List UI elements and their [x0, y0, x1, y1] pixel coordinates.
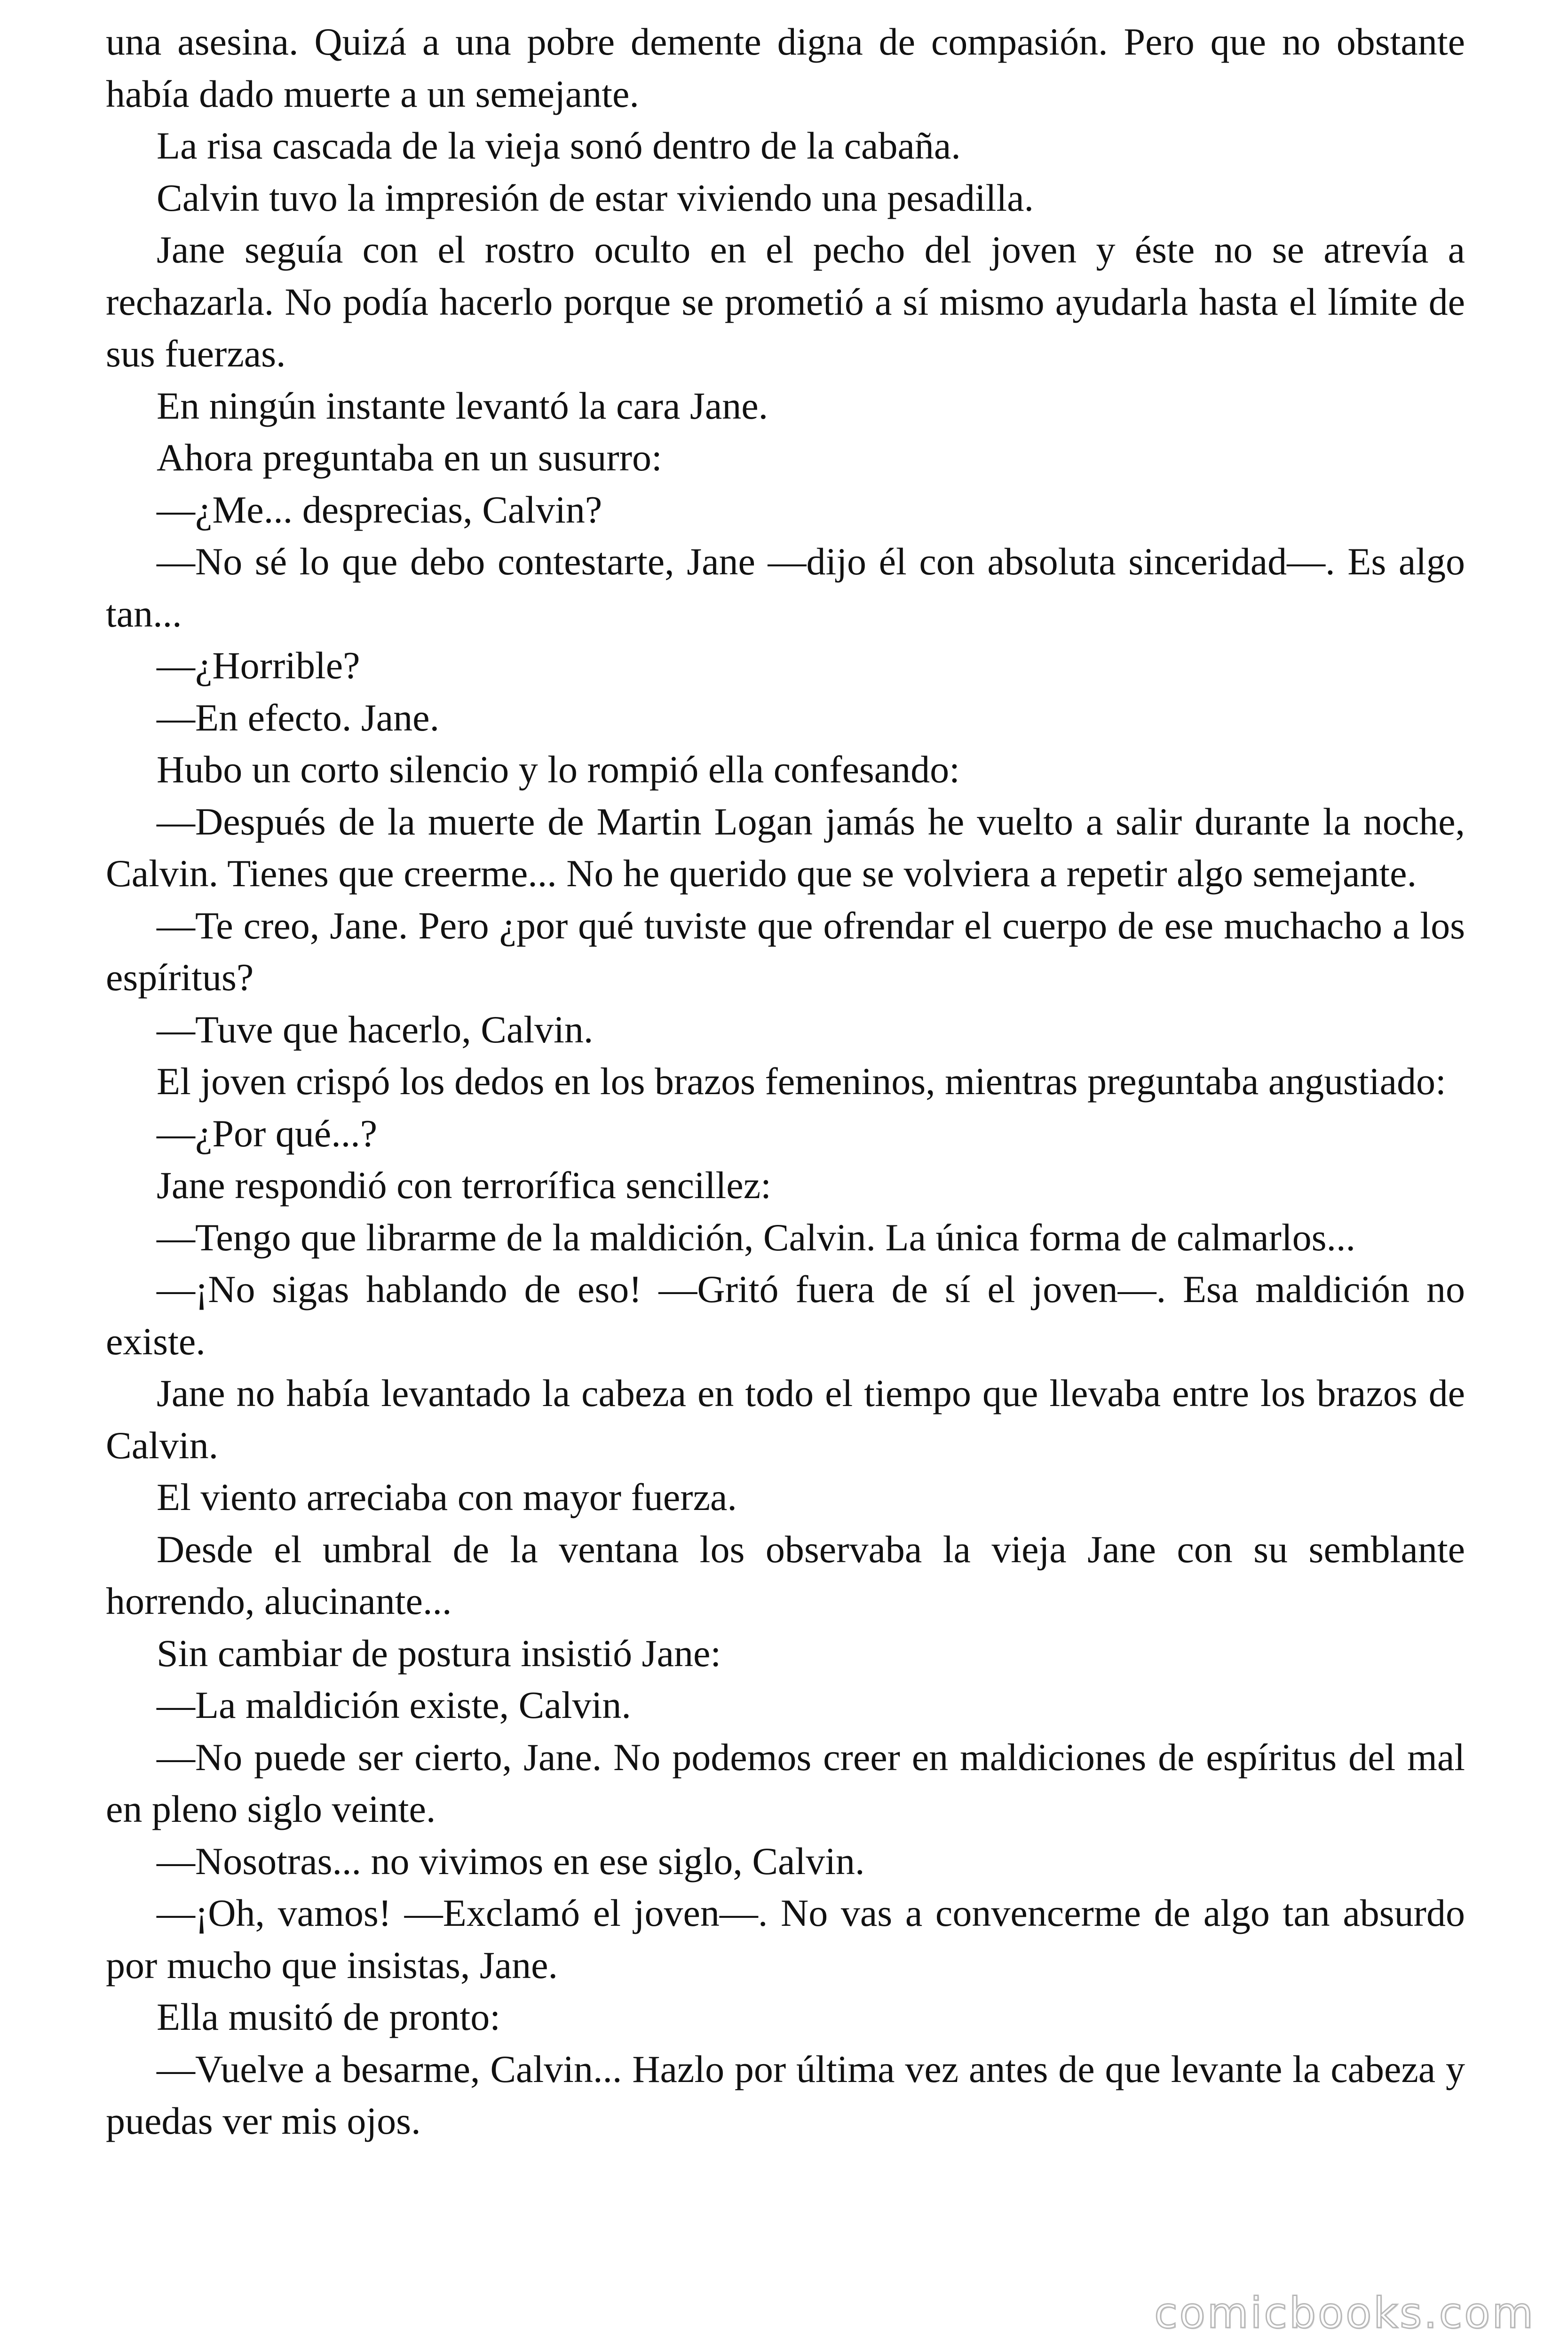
paragraph-4: Jane seguía con el rostro oculto en el pecho del joven y éste no se atrevía a rechazarla. No podía hacerlo porque se prometió a sí mismo ayudarla hasta el límite de sus fuerzas. [106, 228, 1465, 375]
paragraph-13: —Te creo, Jane. Pero ¿por qué tuviste que ofrendar el cuerpo de ese muchacho a los espíritus? [106, 904, 1465, 999]
paragraph-28: Ella musitó de pronto: [157, 1995, 501, 2038]
paragraph-26: —Nosotras... no vivimos en ese siglo, Calvin. [157, 1839, 865, 1883]
paragraph-21: El viento arreciaba con mayor fuerza. [157, 1476, 737, 1518]
paragraph-9: —¿Horrible? [157, 644, 360, 687]
paragraph-7: —¿Me... desprecias, Calvin? [157, 488, 602, 531]
paragraph-25: —No puede ser cierto, Jane. No podemos creer en maldiciones de espíritus del mal en pleno siglo veinte. [106, 1735, 1465, 1830]
paragraph-1: una asesina. Quizá a una pobre demente digna de compasión. Pero que no obstante había dado muerte a un semejante. [106, 20, 1465, 115]
paragraph-6: Ahora preguntaba en un susurro: [157, 436, 662, 479]
paragraph-12: —Después de la muerte de Martin Logan jamás he vuelto a salir durante la noche, Calvin. Tienes que creerme... No he querido que se volviera a repetir algo semejante. [106, 800, 1465, 895]
paragraph-3: Calvin tuvo la impresión de estar viviendo una pesadilla. [157, 176, 1034, 219]
paragraph-22: Desde el umbral de la ventana los observaba la vieja Jane con su semblante horrendo, alucinante... [106, 1527, 1465, 1622]
paragraph-24: —La maldición existe, Calvin. [157, 1684, 631, 1726]
paragraph-16: —¿Por qué...? [157, 1112, 378, 1155]
paragraph-17: Jane respondió con terrorífica sencillez: [157, 1164, 771, 1207]
watermark-text: comicbooks.com [1154, 2288, 1535, 2338]
paragraph-11: Hubo un corto silencio y lo rompió ella confesando: [157, 748, 960, 791]
paragraph-20: Jane no había levantado la cabeza en todo el tiempo que llevaba entre los brazos de Calvin. [106, 1372, 1465, 1467]
paragraph-19: —¡No sigas hablando de eso! —Gritó fuera de sí el joven—. Esa maldición no existe. [106, 1268, 1465, 1363]
paragraph-18: —Tengo que librarme de la maldición, Calvin. La única forma de calmarlos... [157, 1216, 1356, 1259]
paragraph-23: Sin cambiar de postura insistió Jane: [157, 1631, 721, 1675]
paragraph-29: —Vuelve a besarme, Calvin... Hazlo por última vez antes de que levante la cabeza y puedas ver mis ojos. [106, 2047, 1465, 2142]
paragraph-14: —Tuve que hacerlo, Calvin. [157, 1008, 594, 1051]
paragraph-27: —¡Oh, vamos! —Exclamó el joven—. No vas a convencerme de algo tan absurdo por mucho que insistas, Jane. [106, 1891, 1465, 1986]
paragraph-10: —En efecto. Jane. [157, 696, 440, 739]
paragraph-8: —No sé lo que debo contestarte, Jane —dijo él con absoluta sinceridad—. Es algo tan... [106, 540, 1465, 635]
paragraph-15: El joven crispó los dedos en los brazos femeninos, mientras preguntaba angustiado: [157, 1060, 1446, 1103]
paragraph-2: La risa cascada de la vieja sonó dentro de la cabaña. [157, 124, 961, 167]
book-page-text [106, 16, 1465, 2147]
paragraph-5: En ningún instante levantó la cara Jane. [157, 384, 768, 427]
